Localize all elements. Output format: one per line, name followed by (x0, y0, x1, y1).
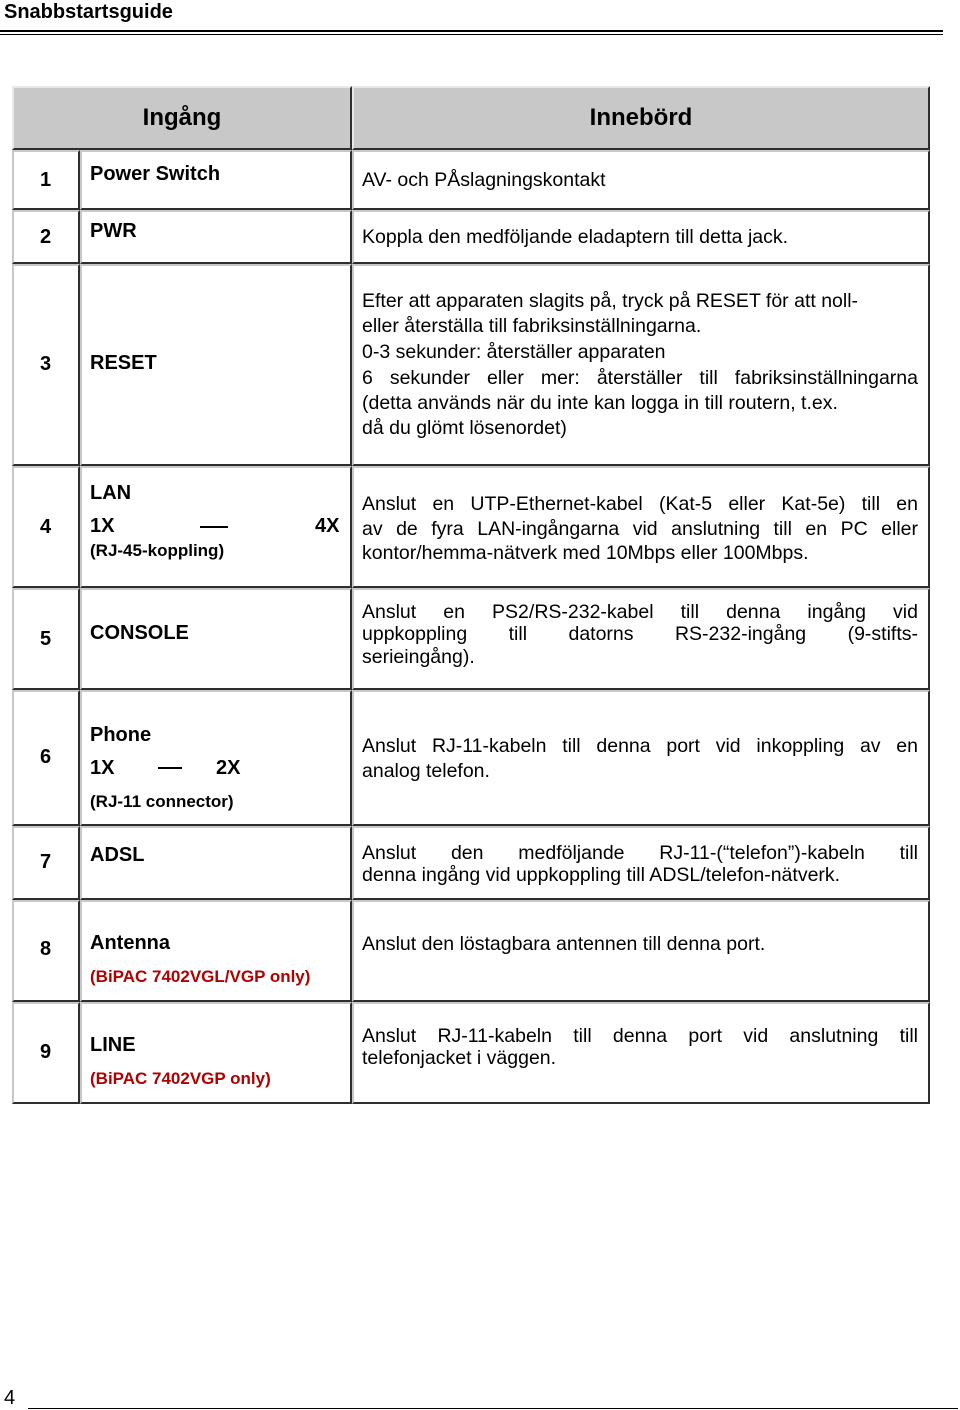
row-8-name: Antenna (90, 932, 170, 954)
row-6-connector-type: (RJ-11 connector) (90, 792, 234, 811)
row-5-desc-line: serieingång). (362, 646, 475, 668)
row-6-range-dash (158, 767, 182, 769)
row-4-desc-line: av de fyra LAN-ingångarna vid anslutning till en PC eller (362, 518, 918, 540)
row-2-name: PWR (90, 220, 137, 242)
row-8-number: 8 (40, 938, 52, 960)
row-3-name: RESET (90, 352, 157, 374)
row-6-desc-line: analog telefon. (362, 760, 490, 782)
row-5-desc-line: uppkoppling till datorns RS-232-ingång (9-stifts- (362, 623, 918, 645)
row-4-desc-line: kontor/hemma-nätverk med 10Mbps eller 100Mbps. (362, 542, 809, 564)
row-1-name: Power Switch (90, 163, 221, 185)
row-5-number: 5 (40, 628, 52, 650)
row-7-desc-line: Anslut den medföljande RJ-11-(“telefon”)-kabeln till (362, 842, 918, 864)
row-4-range-dash (200, 526, 228, 528)
row-9-number: 9 (40, 1041, 52, 1063)
row-2-number: 2 (40, 226, 52, 248)
row-9-desc-line: telefonjacket i väggen. (362, 1047, 557, 1069)
row-4-count-from: 1X (90, 515, 115, 537)
row-3-desc-line: (detta används när du inte kan logga in till routern, t.ex. (362, 392, 838, 414)
row-4-connector-type: (RJ-45-koppling) (90, 541, 225, 560)
row-2-desc-line: Koppla den medföljande eladaptern till detta jack. (362, 226, 789, 248)
page-number: 4 (4, 1387, 16, 1409)
row-4-desc-line: Anslut en UTP-Ethernet-kabel (Kat-5 eller Kat-5e) till en (362, 493, 918, 515)
row-3-desc-line: 6 sekunder eller mer: återställer till fabriksinställningarna (362, 367, 918, 389)
row-7-number: 7 (40, 851, 52, 873)
row-1-number: 1 (40, 169, 52, 191)
row-6-count-from: 1X (90, 757, 115, 779)
row-7-desc-line: denna ingång vid uppkoppling till ADSL/telefon-nätverk. (362, 864, 841, 886)
row-3-number: 3 (40, 353, 52, 375)
row-9-name: LINE (90, 1034, 136, 1056)
row-3-desc-line: Efter att apparaten slagits på, tryck på RESET för att noll- (362, 290, 859, 312)
header-rule (0, 30, 943, 32)
row-9-desc-line: Anslut RJ-11-kabeln till denna port vid anslutning till (362, 1025, 918, 1047)
row-4-count-to: 4X (315, 515, 340, 537)
footer-rule (28, 1408, 958, 1409)
row-6-name: Phone (90, 724, 152, 746)
row-6-number: 6 (40, 746, 52, 768)
row-7-name: ADSL (90, 844, 145, 866)
row-8-model-note: (BiPAC 7402VGL/VGP only) (90, 967, 311, 986)
header-rule-thin (0, 34, 943, 35)
row-3-desc-line: 0-3 sekunder: återställer apparaten (362, 341, 666, 363)
row-4-number: 4 (40, 516, 52, 538)
col-header-input: Ingång (12, 86, 352, 150)
row-6-desc-line: Anslut RJ-11-kabeln till denna port vid inkoppling av en (362, 735, 918, 757)
row-8-desc-line: Anslut den löstagbara antennen till denna port. (362, 933, 766, 955)
row-4-name: LAN (90, 482, 132, 504)
row-1-desc-line: AV- och PÅslagningskontakt (362, 169, 606, 191)
row-3-desc-line: eller återställa till fabriksinställningarna. (362, 315, 702, 337)
row-9-model-note: (BiPAC 7402VGP only) (90, 1069, 271, 1088)
row-5-name: CONSOLE (90, 622, 189, 644)
row-3-desc-line: då du glömt lösenordet) (362, 417, 567, 439)
document-title: Snabbstartsguide (4, 1, 173, 23)
row-5-desc-line: Anslut en PS2/RS-232-kabel till denna ingång vid (362, 601, 918, 623)
row-6-count-to: 2X (216, 757, 241, 779)
col-header-meaning: Innebörd (352, 86, 930, 150)
